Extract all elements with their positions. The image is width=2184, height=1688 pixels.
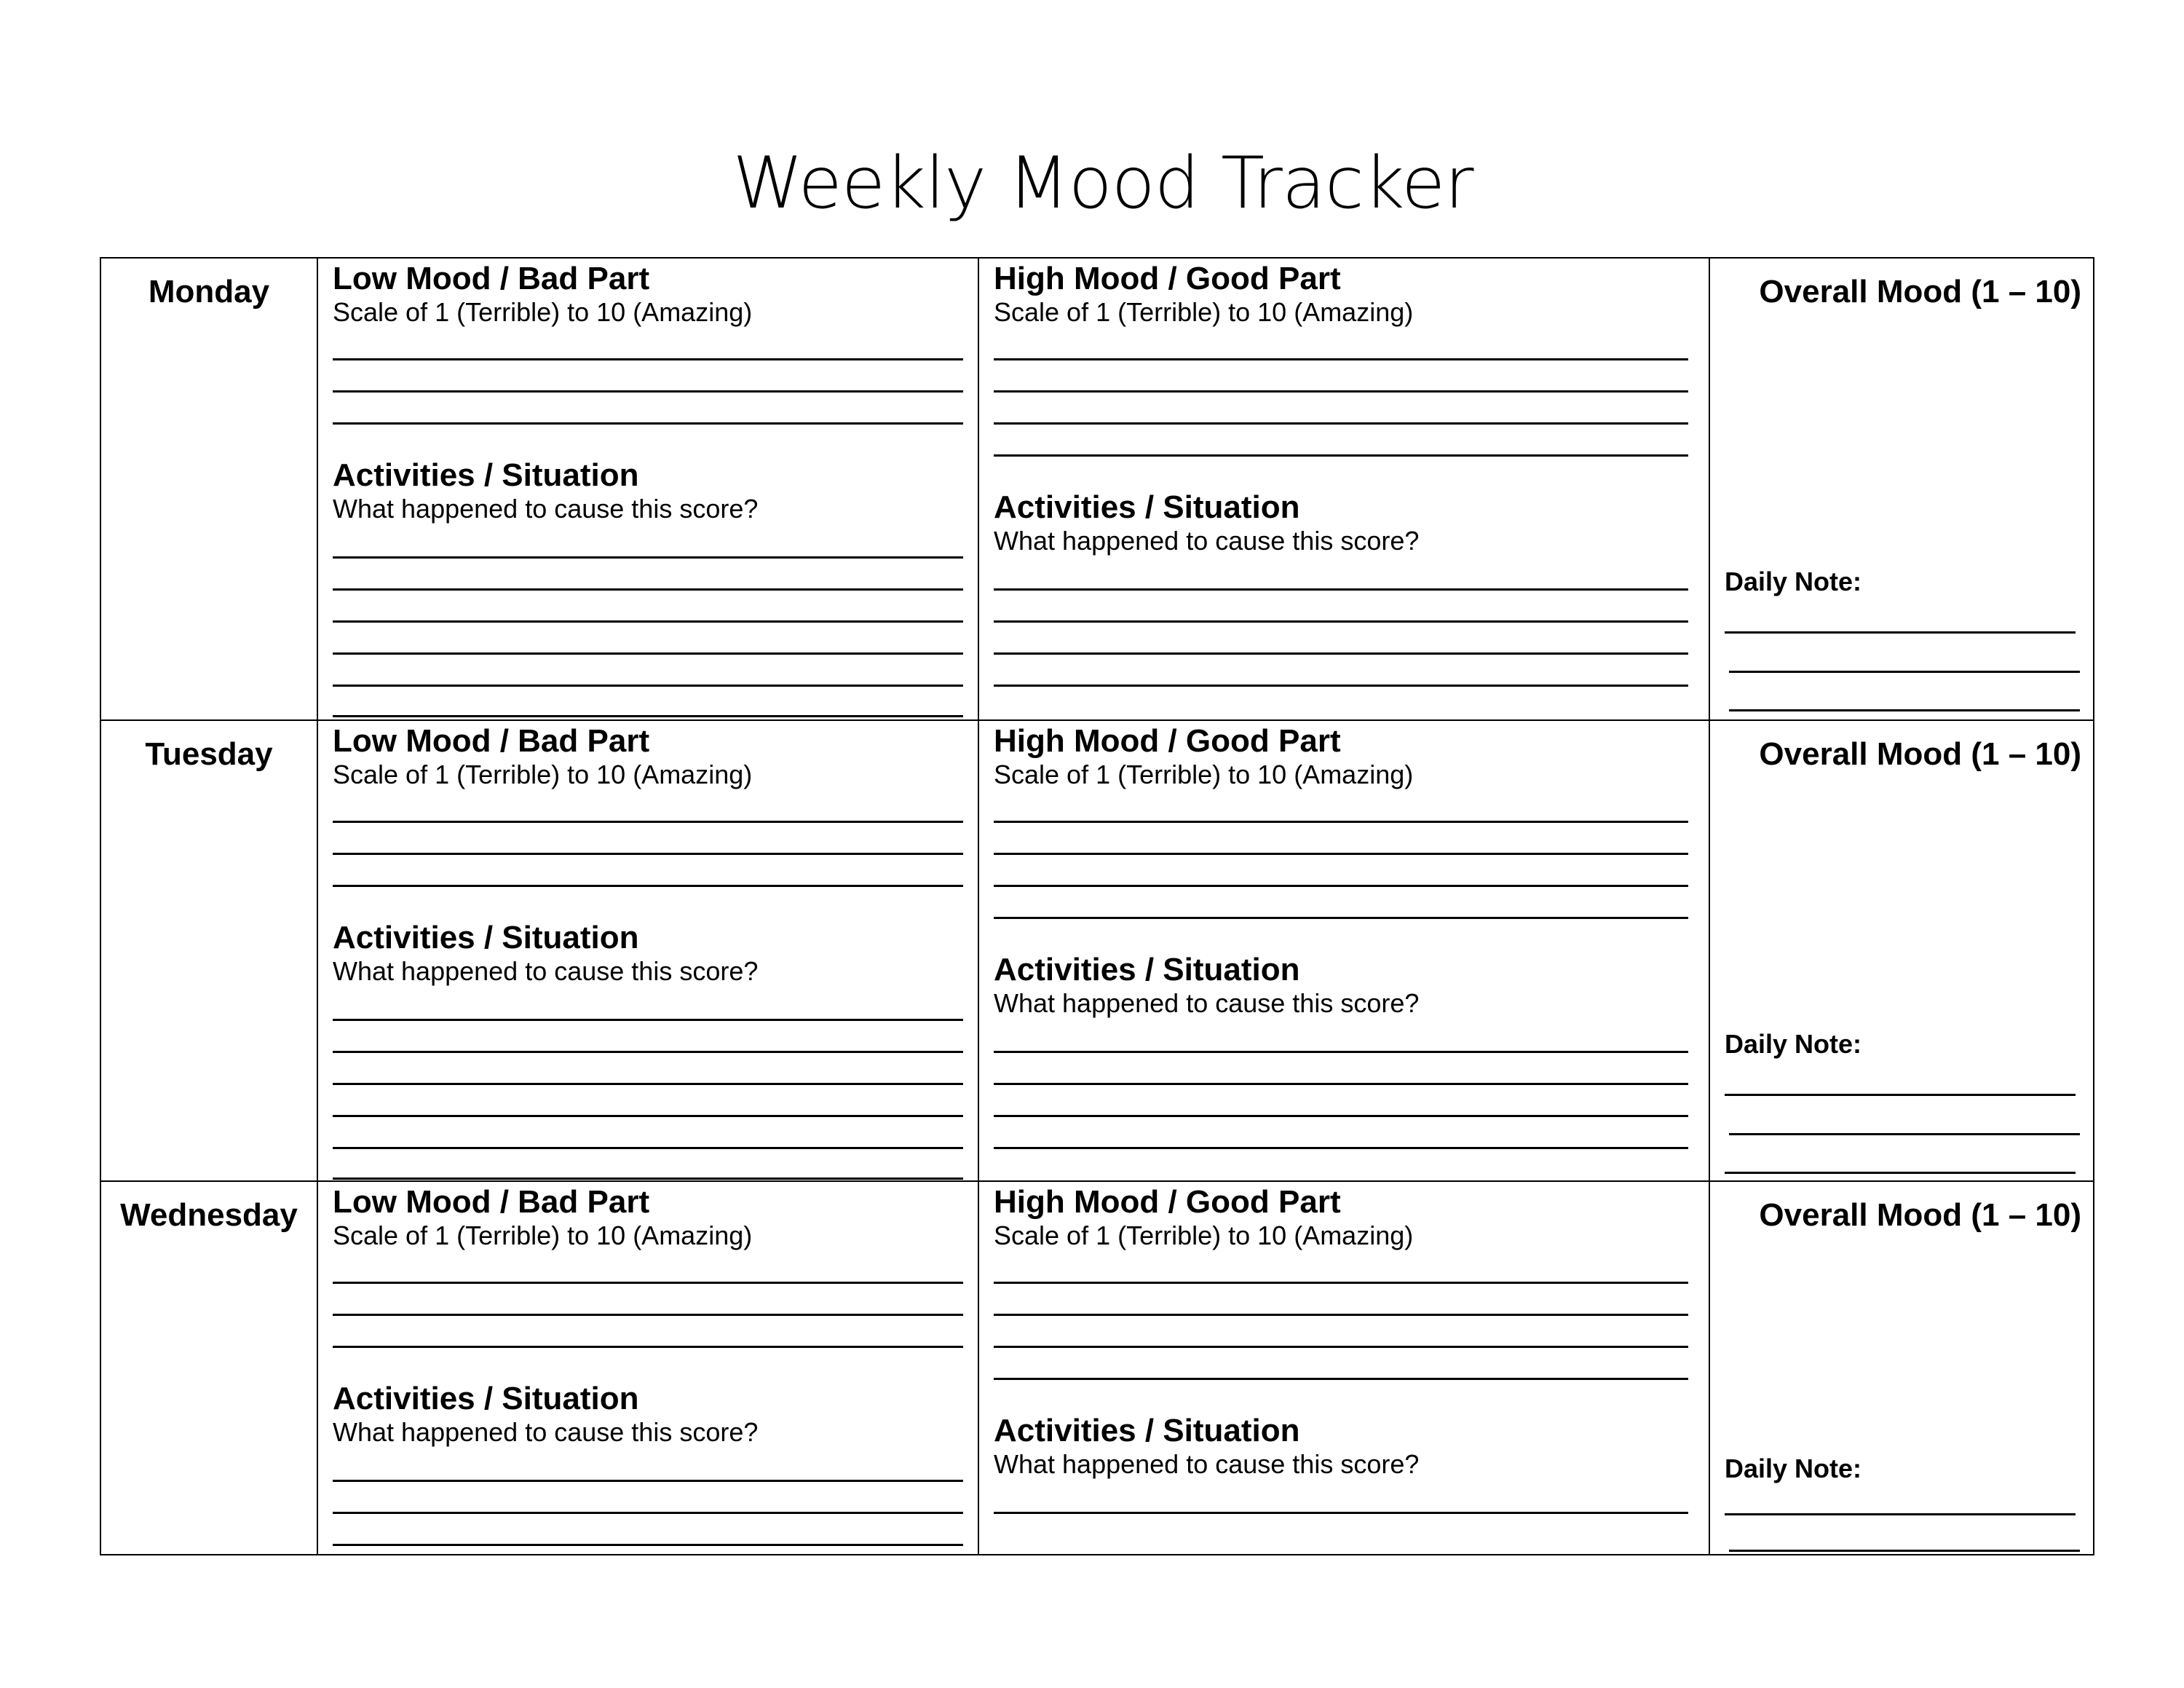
writing-line[interactable] [1725, 1513, 2076, 1515]
writing-line[interactable] [994, 358, 1688, 360]
activities-prompt: What happened to cause this score? [333, 494, 759, 524]
writing-line[interactable] [333, 1346, 963, 1348]
activities-prompt: What happened to cause this score? [994, 1449, 1420, 1479]
writing-line[interactable] [994, 1051, 1688, 1053]
writing-line[interactable] [994, 1314, 1688, 1316]
writing-line[interactable] [333, 1083, 963, 1085]
writing-line[interactable] [333, 1480, 963, 1482]
writing-line[interactable] [333, 1314, 963, 1316]
writing-line[interactable] [333, 1544, 963, 1546]
high-mood-heading: High Mood / Good Part [994, 261, 1341, 296]
high-mood-cell [978, 1182, 1709, 1555]
day-label: Wednesday [120, 1197, 298, 1233]
writing-line[interactable] [1729, 1133, 2080, 1135]
activities-heading: Activities / Situation [333, 920, 639, 955]
writing-line[interactable] [333, 1147, 963, 1149]
low-mood-heading: Low Mood / Bad Part [333, 723, 650, 759]
writing-line[interactable] [994, 422, 1688, 425]
scale-text: Scale of 1 (Terrible) to 10 (Amazing) [994, 297, 1414, 327]
writing-line[interactable] [333, 652, 963, 655]
scale-text: Scale of 1 (Terrible) to 10 (Amazing) [994, 760, 1414, 789]
scale-text: Scale of 1 (Terrible) to 10 (Amazing) [333, 1220, 753, 1250]
scale-text: Scale of 1 (Terrible) to 10 (Amazing) [333, 760, 753, 789]
day-cell [101, 259, 317, 719]
overall-mood-cell [1709, 721, 2094, 1182]
writing-line[interactable] [333, 853, 963, 855]
activities-prompt: What happened to cause this score? [994, 988, 1420, 1018]
daily-note-label: Daily Note: [1725, 1029, 1862, 1059]
writing-line[interactable] [994, 390, 1688, 393]
writing-line[interactable] [994, 1147, 1688, 1149]
writing-line[interactable] [333, 422, 963, 425]
low-mood-heading: Low Mood / Bad Part [333, 1184, 650, 1220]
day-label: Tuesday [145, 736, 273, 772]
high-mood-heading: High Mood / Good Part [994, 1184, 1341, 1220]
writing-line[interactable] [333, 588, 963, 591]
page-title: Weekly Mood Tracker [732, 142, 1473, 225]
writing-line[interactable] [333, 390, 963, 393]
scale-text: Scale of 1 (Terrible) to 10 (Amazing) [994, 1220, 1414, 1250]
writing-line[interactable] [1729, 709, 2080, 711]
writing-line[interactable] [333, 885, 963, 887]
day-label: Monday [148, 274, 270, 309]
activities-heading: Activities / Situation [333, 457, 639, 493]
low-mood-cell [317, 1182, 978, 1555]
writing-line[interactable] [994, 1378, 1688, 1380]
writing-line[interactable] [994, 1512, 1688, 1514]
writing-line[interactable] [994, 588, 1688, 591]
overall-mood-cell [1709, 1182, 2094, 1555]
low-mood-cell [317, 721, 978, 1182]
writing-line[interactable] [1729, 671, 2080, 673]
writing-line[interactable] [1725, 1172, 2076, 1174]
overall-mood-label: Overall Mood (1 – 10) [1759, 736, 2081, 772]
overall-mood-label: Overall Mood (1 – 10) [1759, 274, 2081, 309]
overall-mood-label: Overall Mood (1 – 10) [1759, 1197, 2081, 1233]
writing-line[interactable] [333, 1178, 963, 1180]
low-mood-heading: Low Mood / Bad Part [333, 261, 650, 296]
high-mood-heading: High Mood / Good Part [994, 723, 1341, 759]
writing-line[interactable] [333, 715, 963, 717]
writing-line[interactable] [1725, 631, 2076, 634]
daily-note-label: Daily Note: [1725, 567, 1862, 596]
day-cell [101, 1182, 317, 1555]
day-row-wednesday [101, 1180, 2093, 1555]
daily-note-label: Daily Note: [1725, 1454, 1862, 1483]
writing-line[interactable] [994, 1346, 1688, 1348]
activities-prompt: What happened to cause this score? [333, 956, 759, 986]
writing-line[interactable] [994, 685, 1688, 687]
writing-line[interactable] [333, 1512, 963, 1514]
high-mood-cell [978, 259, 1709, 719]
writing-line[interactable] [994, 1282, 1688, 1284]
writing-line[interactable] [1725, 1094, 2076, 1096]
activities-heading: Activities / Situation [333, 1381, 639, 1416]
day-row-tuesday [101, 719, 2093, 1182]
writing-line[interactable] [333, 1282, 963, 1284]
day-cell [101, 721, 317, 1182]
writing-line[interactable] [333, 685, 963, 687]
writing-line[interactable] [994, 917, 1688, 919]
writing-line[interactable] [994, 821, 1688, 823]
high-mood-cell [978, 721, 1709, 1182]
writing-line[interactable] [333, 1019, 963, 1021]
writing-line[interactable] [994, 454, 1688, 457]
activities-heading: Activities / Situation [994, 489, 1300, 525]
overall-mood-cell [1709, 259, 2094, 719]
mood-tracker-table [100, 257, 2094, 1555]
writing-line[interactable] [333, 556, 963, 559]
writing-line[interactable] [333, 1051, 963, 1053]
writing-line[interactable] [994, 652, 1688, 655]
writing-line[interactable] [333, 1115, 963, 1117]
activities-heading: Activities / Situation [994, 952, 1300, 987]
writing-line[interactable] [333, 358, 963, 360]
writing-line[interactable] [994, 1115, 1688, 1117]
writing-line[interactable] [994, 885, 1688, 887]
scale-text: Scale of 1 (Terrible) to 10 (Amazing) [333, 297, 753, 327]
activities-heading: Activities / Situation [994, 1413, 1300, 1448]
activities-prompt: What happened to cause this score? [994, 526, 1420, 556]
day-row-monday [101, 259, 2093, 719]
writing-line[interactable] [994, 620, 1688, 623]
writing-line[interactable] [994, 1083, 1688, 1085]
writing-line[interactable] [333, 821, 963, 823]
writing-line[interactable] [994, 853, 1688, 855]
writing-line[interactable] [333, 620, 963, 623]
writing-line[interactable] [1729, 1550, 2080, 1552]
low-mood-cell [317, 259, 978, 719]
activities-prompt: What happened to cause this score? [333, 1417, 759, 1447]
